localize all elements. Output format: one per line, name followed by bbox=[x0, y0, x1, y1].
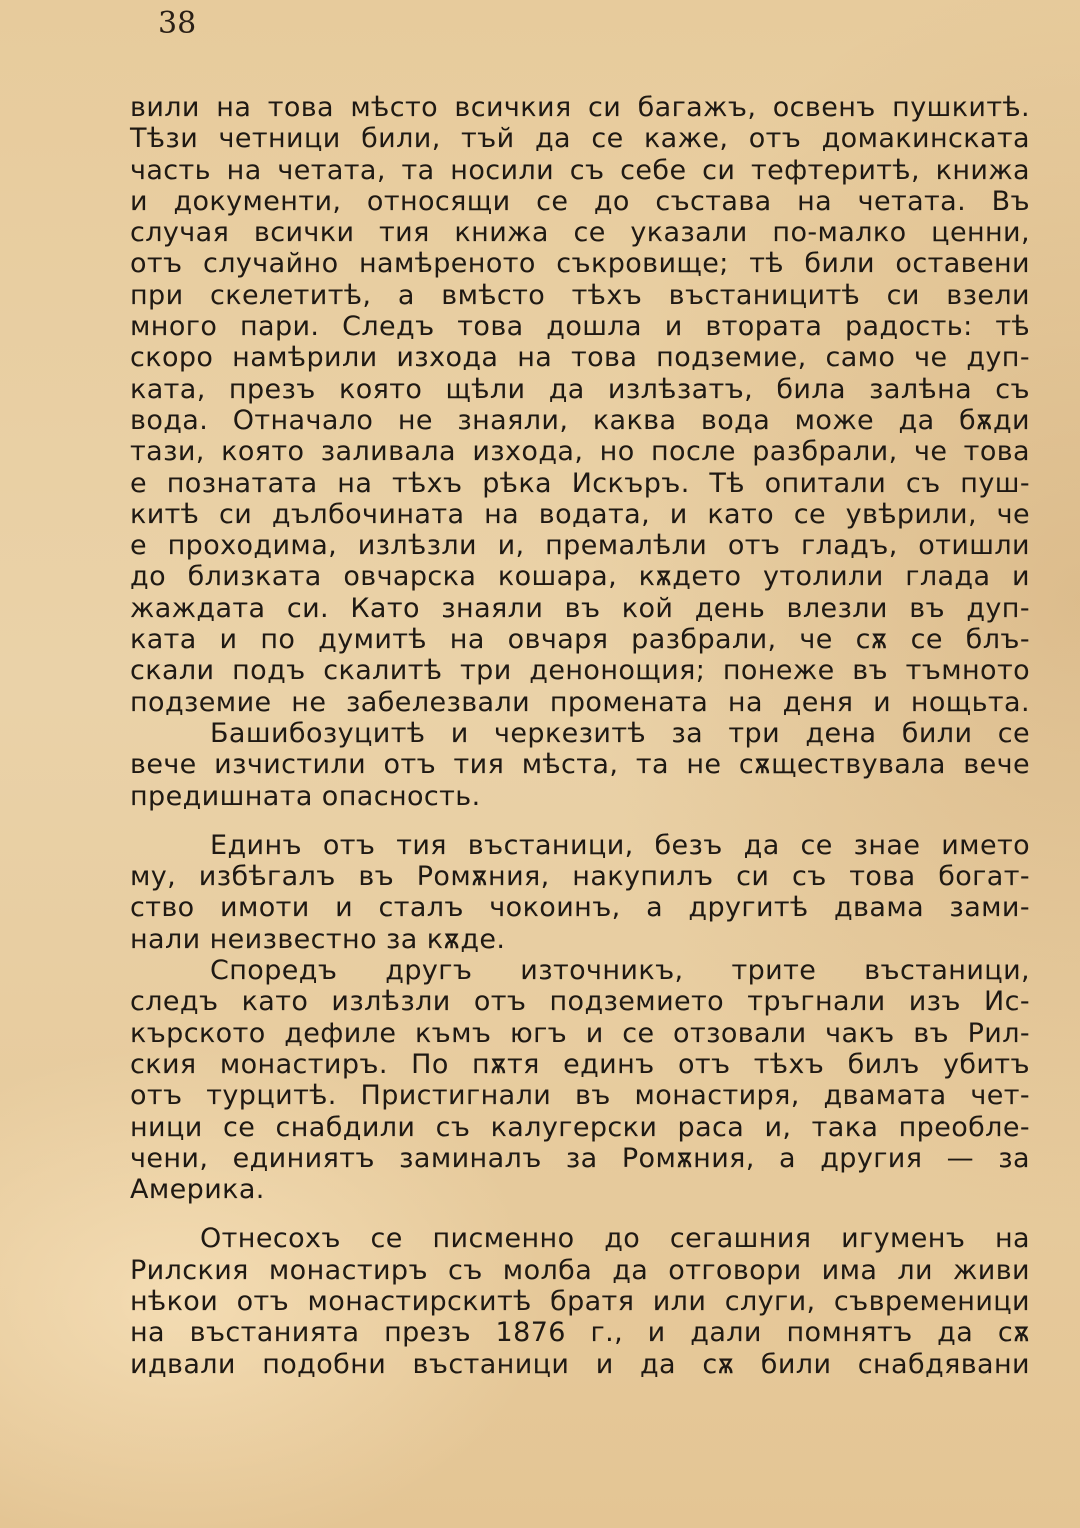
paragraph bbox=[130, 1223, 1030, 1379]
text-line: Споредъ другъ източникъ, трите въстаници, bbox=[210, 955, 1030, 987]
paragraph bbox=[130, 718, 1030, 812]
text-line: скоро намѣрили изхода на това подземие, само че дуп- bbox=[130, 342, 1030, 374]
body-text bbox=[130, 92, 1030, 1380]
text-line: Единъ отъ тия въстаници, безъ да се знае името bbox=[210, 829, 1030, 861]
text-line: кърското дефиле къмъ югъ и се отзовали чакъ въ Рил- bbox=[130, 1017, 1030, 1049]
text-line: Америка. bbox=[130, 1174, 265, 1206]
text-line: ство имоти и сталъ чокоинъ, а другитѣ двама зами- bbox=[130, 892, 1030, 924]
text-line: часть на четата, та носили съ себе си тефтеритѣ, книжа bbox=[130, 154, 1030, 186]
text-line: нѣкои отъ монастирскитѣ братя или слуги, съвременици bbox=[130, 1285, 1030, 1317]
text-line: вили на това мѣсто всичкия си багажъ, освенъ пушкитѣ. bbox=[130, 92, 1030, 123]
text-line: отъ турцитѣ. Пристигнали въ монастиря, двамата чет- bbox=[130, 1080, 1030, 1112]
text-line: е познатата на тѣхъ рѣка Искъръ. Тѣ опитали съ пуш- bbox=[130, 467, 1030, 499]
text-line: вече изчистили отъ тия мѣста, та не сѫществувала вече bbox=[130, 749, 1030, 781]
text-line: подземие не забелезвали промената на деня и нощьта. bbox=[130, 686, 1030, 718]
text-line: следъ като излѣзли отъ подземието тръгнали изъ Ис- bbox=[130, 986, 1030, 1018]
paragraph bbox=[130, 955, 1030, 1205]
text-line: Башибозуцитѣ и черкезитѣ за три дена били се bbox=[210, 717, 1030, 749]
text-line: ския монастиръ. По пѫтя единъ отъ тѣхъ билъ убитъ bbox=[130, 1048, 1030, 1080]
text-line: жаждата си. Като знаяли въ кой день влезли въ дуп- bbox=[130, 592, 1030, 624]
text-line: отъ случайно намѣреното съкровище; тѣ били оставени bbox=[130, 248, 1030, 280]
text-line: чени, единиятъ заминалъ за Ромѫния, а другия — за bbox=[130, 1142, 1030, 1174]
text-line: предишната опасность. bbox=[130, 780, 481, 812]
text-line: до близката овчарска кошара, кѫдето утолили глада и bbox=[130, 561, 1030, 593]
text-line: Тѣзи четници били, тъй да се каже, отъ домакинската bbox=[130, 123, 1030, 155]
text-line: нали неизвестно за кѫде. bbox=[130, 923, 506, 955]
text-line: случая всички тия книжа се указали по-малко ценни, bbox=[130, 217, 1030, 249]
text-line: скали подъ скалитѣ три денонощия; понеже въ тъмното bbox=[130, 655, 1030, 687]
text-line: идвали подобни въстаници и да сѫ били снабдявани bbox=[130, 1348, 1030, 1380]
text-line: и документи, относящи се до състава на четата. Въ bbox=[130, 185, 1030, 217]
text-line: Рилския монастиръ съ молба да отговори има ли живи bbox=[130, 1254, 1030, 1286]
text-line: му, избѣгалъ въ Ромѫния, накупилъ си съ това богат- bbox=[130, 861, 1030, 893]
text-line: Отнесохъ се писменно до сегашния игуменъ на bbox=[200, 1223, 1030, 1255]
page-number: 38 bbox=[158, 6, 197, 41]
text-line: е проходима, излѣзли и, премалѣли отъ гладъ, отишли bbox=[130, 530, 1030, 562]
text-line: много пари. Следъ това дошла и втората радость: тѣ bbox=[130, 311, 1030, 343]
text-line: ката и по думитѣ на овчаря разбрали, че сѫ се блъ- bbox=[130, 624, 1030, 656]
text-line: на въстанията презъ 1876 г., и дали помнятъ да сѫ bbox=[130, 1317, 1030, 1349]
text-line: ката, презъ която щѣли да излѣзатъ, била залѣна съ bbox=[130, 373, 1030, 405]
text-line: ници се снабдили съ калугерски раса и, така преобле- bbox=[130, 1111, 1030, 1143]
text-line: вода. Отначало не знаяли, каква вода може да бѫди bbox=[130, 404, 1030, 436]
paragraph bbox=[130, 92, 1030, 718]
text-line: при скелетитѣ, а вмѣсто тѣхъ въстаницитѣ си взели bbox=[130, 279, 1030, 311]
paragraph bbox=[130, 830, 1030, 955]
text-line: тази, която заливала изхода, но после разбрали, че това bbox=[130, 436, 1030, 468]
text-line: китѣ си дълбочината на водата, и като се увѣрили, че bbox=[130, 498, 1030, 530]
